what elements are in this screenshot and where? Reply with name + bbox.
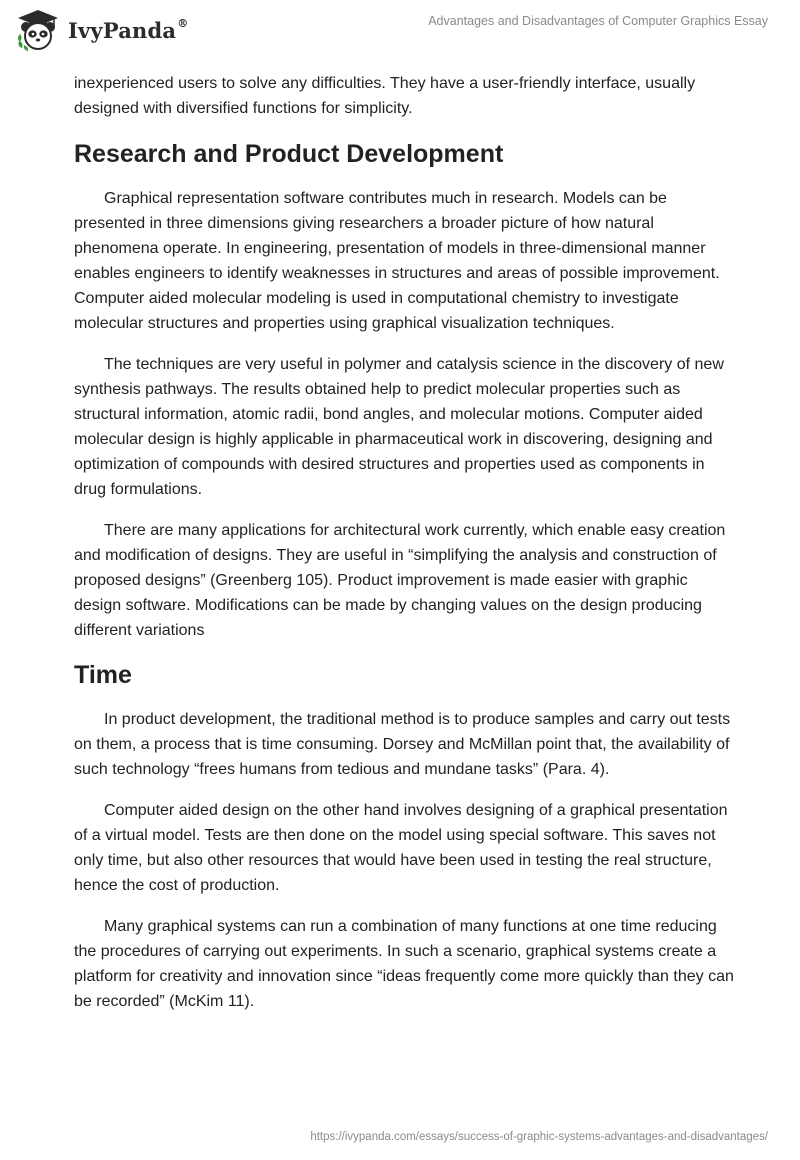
intro-paragraph: inexperienced users to solve any difficulties. They have a user-friendly interface, usually designed with diversified functions for simplicity. <box>74 75 696 117</box>
source-url-link[interactable]: https://ivypanda.com/essays/success-of-graphic-systems-advantages-and-disadvantages/ <box>310 1131 768 1143</box>
page-header <box>0 0 800 64</box>
ivypanda-logo[interactable] <box>14 8 188 52</box>
section-heading-time: Time <box>74 661 132 689</box>
paragraph: Graphical representation software contributes much in research. Models can be presented in three dimensions giving researchers a broader picture of how natural phenomena operate. In engineering, presentation of models in three-dimensional manner enables engineers to identify weaknesses in structures and areas of possible improvement. Computer aided molecular modeling is used in computational chemistry to investigate molecular structures and properties using graphical visualization techniques. <box>74 190 720 332</box>
brand-name: IvyPanda® <box>68 16 189 43</box>
paragraph: Many graphical systems can run a combination of many functions at one time reducing the procedures of carrying out experiments. In such a scenario, graphical systems create a platform for creativity and innovation since “ideas frequently come more quickly than they can be recorded” (McKim 11). <box>74 918 734 1010</box>
paragraph: In product development, the traditional method is to produce samples and carry out tests on them, a process that is time consuming. Dorsey and McMillan point that, the availability of such technology “frees humans from tedious and mundane tasks” (Para. 4). <box>74 711 731 778</box>
paragraph: Computer aided design on the other hand involves designing of a graphical presentation of a virtual model. Tests are then done on the model using special software. This saves not only time, but also other resources that would have been used in testing the real structure, hence the cost of production. <box>74 802 728 894</box>
document-title: Advantages and Disadvantages of Computer Graphics Essay <box>428 14 768 28</box>
paragraph: There are many applications for architectural work currently, which enable easy creation and modification of designs. They are useful in “simplifying the analysis and construction of proposed designs” (Greenberg 105). Product improvement is made easier with graphic design software. Modifications can be made by changing values on the design producing different variations <box>74 522 726 639</box>
essay-content <box>74 71 734 1030</box>
paragraph: The techniques are very useful in polymer and catalysis science in the discovery of new synthesis pathways. The results obtained help to predict molecular properties such as structural information, atomic radii, bond angles, and molecular motions. Computer aided molecular design is highly applicable in pharmaceutical work in discovering, designing and optimization of compounds with desired structures and properties used as components in drug formulations. <box>74 356 724 498</box>
panda-graduation-icon <box>14 8 62 52</box>
section-heading-research: Research and Product Development <box>74 140 504 168</box>
